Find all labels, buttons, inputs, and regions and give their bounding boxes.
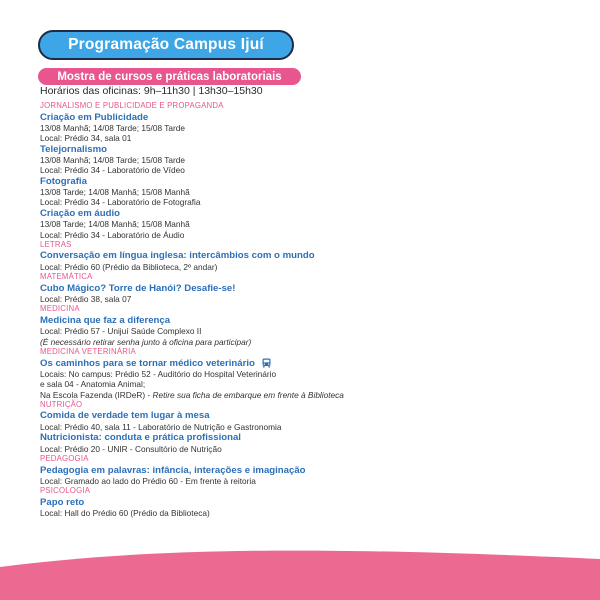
workshop-title — [40, 283, 560, 295]
workshop-detail: Local: Prédio 38, sala 07 — [40, 294, 132, 305]
workshop-detail: 13/08 Tarde; 14/08 Manhã; 15/08 Manhã — [40, 187, 190, 198]
workshop-detail: Local: Prédio 34 - Laboratório de Áudio — [40, 229, 185, 240]
workshop-detail: Local: Prédio 34, sala 01 — [40, 133, 132, 144]
program-section — [40, 304, 560, 347]
program-item — [40, 112, 560, 144]
program-item — [40, 144, 560, 176]
workshop-title — [40, 432, 560, 444]
program-item — [40, 497, 560, 519]
section-category: JORNALISMO E PUBLICIDADE E PROPAGANDA — [40, 101, 224, 110]
workshop-detail: Local: Gramado ao lado do Prédio 60 - Em frente à reitoria — [40, 476, 256, 487]
program-item — [40, 358, 560, 400]
workshop-title — [40, 112, 560, 124]
program-section — [40, 240, 560, 272]
program-section — [40, 347, 560, 400]
bus-icon — [262, 358, 271, 368]
workshop-title-text: Cubo Mágico? Torre de Hanói? Desafie-se! — [40, 282, 236, 294]
program-section — [40, 486, 560, 518]
program-item — [40, 176, 560, 208]
workshop-title-text: Criação em áudio — [40, 207, 120, 219]
workshop-detail: Local: Prédio 60 (Prédio da Biblioteca, 2º andar) — [40, 261, 218, 272]
section-category: PSICOLOGIA — [40, 486, 91, 496]
program-item — [40, 250, 560, 272]
boarding-note: Retire sua ficha de embarque em frente à Biblioteca — [152, 389, 344, 400]
workshop-title-text: Nutricionista: conduta e prática profissional — [40, 432, 241, 444]
workshop-title — [40, 465, 560, 477]
bottom-wave-decoration — [0, 545, 600, 600]
workshop-title-text: Telejornalismo — [40, 143, 107, 155]
workshop-detail: Locais: No campus: Prédio 52 - Auditório do Hospital Veterinário — [40, 369, 277, 380]
workshop-hours: Horários das oficinas: 9h–11h30 | 13h30–15h30 — [40, 85, 263, 97]
workshop-detail: Local: Prédio 20 - UNIR - Consultório de Nutrição — [40, 443, 222, 454]
workshop-note — [40, 337, 560, 347]
workshop-title-text: Conversação em língua inglesa: intercâmbios com o mundo — [40, 250, 315, 262]
workshop-detail: Local: Hall do Prédio 60 (Prédio da Biblioteca) — [40, 508, 210, 519]
section-category: NUTRIÇÃO — [40, 399, 83, 409]
workshop-title — [40, 315, 560, 327]
program-item — [40, 208, 560, 240]
workshop-detail: 13/08 Manhã; 14/08 Tarde; 15/08 Tarde — [40, 155, 186, 166]
workshop-detail: e sala 04 - Anatomia Animal; — [40, 379, 146, 390]
workshop-title — [40, 410, 560, 422]
workshop-detail: 13/08 Manhã; 14/08 Tarde; 15/08 Tarde — [40, 123, 186, 133]
workshop-title — [40, 497, 560, 509]
workshop-title-text: Medicina que faz a diferença — [40, 314, 171, 326]
workshop-title — [40, 358, 560, 370]
workshop-title-text: Comida de verdade tem lugar à mesa — [40, 410, 210, 422]
section-category: MATEMÁTICA — [40, 272, 93, 282]
section-category: LETRAS — [40, 239, 72, 249]
section-category: MEDICINA VETERINÁRIA — [40, 347, 136, 357]
workshop-title-text: Fotografia — [40, 175, 87, 187]
workshop-title-text: Criação em Publicidade — [40, 111, 149, 123]
program-item — [40, 410, 560, 432]
workshop-title — [40, 250, 560, 262]
workshop-detail: Local: Prédio 34 - Laboratório de Fotografia — [40, 197, 201, 208]
program-item — [40, 283, 560, 305]
program-list — [40, 101, 560, 519]
workshop-detail-text: Na Escola Fazenda (IRDeR) - — [40, 389, 153, 400]
workshop-title — [40, 208, 560, 220]
program-item — [40, 465, 560, 487]
section-category: PEDAGOGIA — [40, 454, 89, 464]
workshop-detail: 13/08 Tarde; 14/08 Manhã; 15/08 Manhã — [40, 219, 190, 230]
workshop-title-text: Os caminhos para se tornar médico veterinário — [40, 357, 255, 369]
workshop-detail — [40, 390, 560, 400]
page-title: Programação Campus Ijuí — [38, 30, 294, 60]
workshop-detail: Local: Prédio 40, sala 11 - Laboratório de Nutrição e Gastronomia — [40, 421, 282, 432]
program-section — [40, 272, 560, 304]
workshop-note-text: (É necessário retirar senha junto à oficina para participar) — [40, 336, 252, 347]
program-section — [40, 400, 560, 454]
section-category: MEDICINA — [40, 304, 80, 314]
workshop-detail: Local: Prédio 57 - Unijuí Saúde Complexo II — [40, 326, 202, 337]
page-subtitle: Mostra de cursos e práticas laboratoriais — [38, 68, 301, 85]
workshop-title-text: Papo reto — [40, 496, 85, 508]
program-item — [40, 315, 560, 347]
workshop-title — [40, 144, 560, 156]
workshop-title — [40, 176, 560, 188]
program-item — [40, 432, 560, 454]
workshop-detail: Local: Prédio 34 - Laboratório de Vídeo — [40, 165, 185, 176]
program-section — [40, 101, 560, 240]
program-section — [40, 454, 560, 486]
workshop-title-text: Pedagogia em palavras: infância, interações e imaginação — [40, 464, 306, 476]
